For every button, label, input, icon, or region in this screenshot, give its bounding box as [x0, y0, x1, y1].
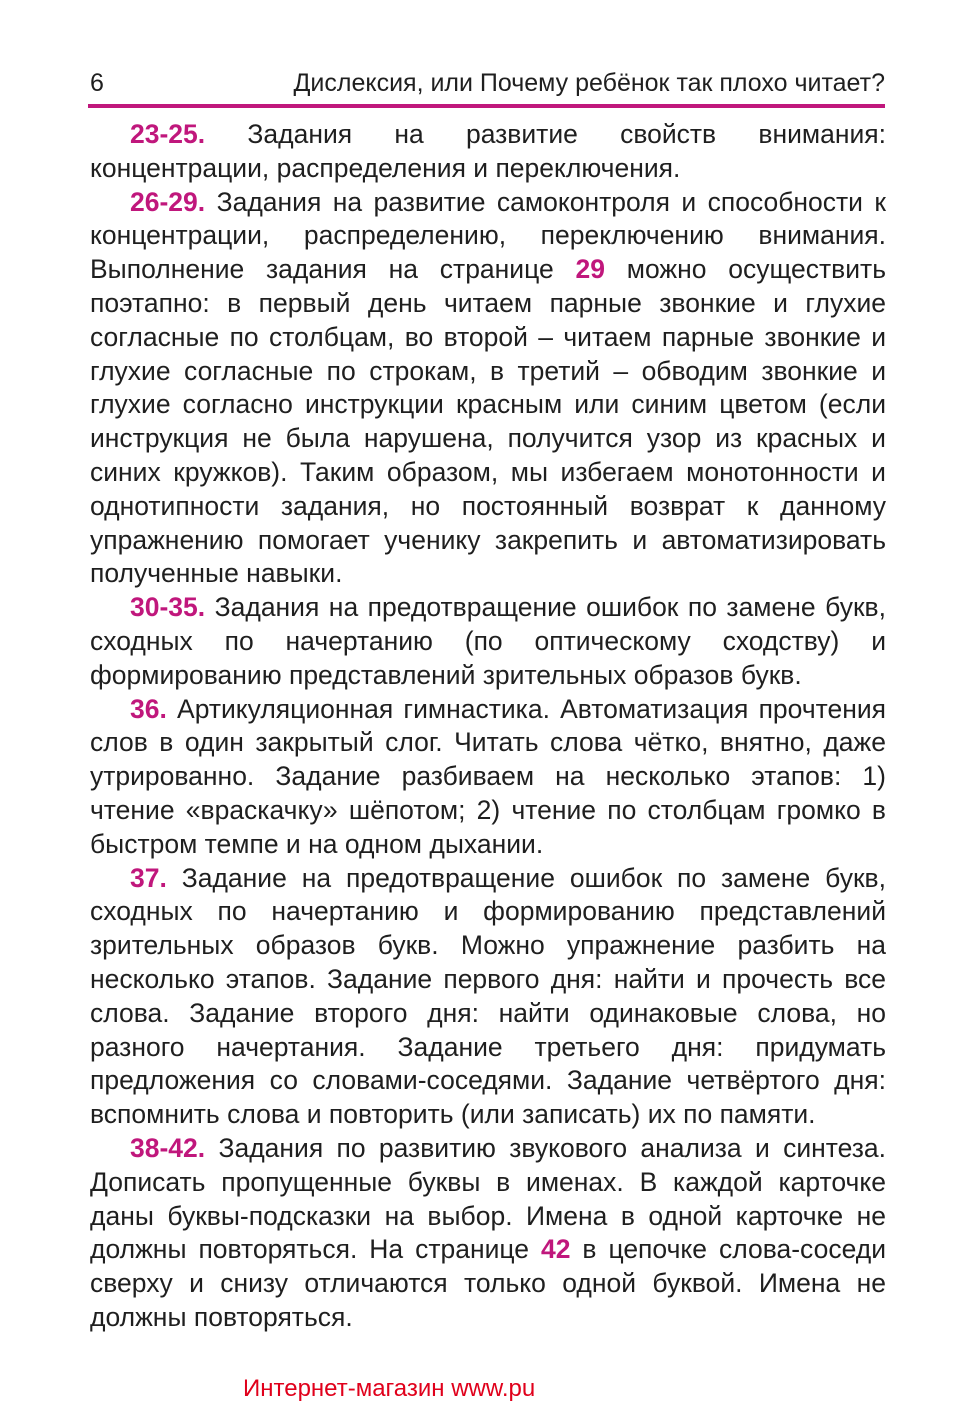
watermark-text: Интернет-магазин www.pu [243, 1375, 536, 1402]
paragraph-text: Задания на предотвращение ошибок по замене букв, сходных по начертанию (по оптическому сходству) и формированию представлений зрительных образов букв. [90, 592, 886, 690]
paragraph-23-25 [90, 118, 886, 186]
paragraph-text-continued: можно осуществить поэтапно: в первый день читаем парные звонкие и глухие согласные по столбцам, во второй – читаем парные звонкие и глухие согласные по строкам, в третий – обводим звонкие и глухие согласно инструкции красным или синим цветом (если инструкция не была нарушена, получится узор из красных и синих кружков). Таким образом, мы избегаем монотонности и однотипности задания, но постоянный возврат к данному упражнению помогает ученику закрепить и автоматизировать полученные навыки. [90, 254, 886, 589]
exercise-number: 37. [130, 862, 167, 893]
exercise-number: 30-35. [130, 592, 206, 623]
running-title: Дислексия, или Почему ребёнок так плохо читает? [293, 69, 885, 97]
page-header [88, 60, 885, 108]
paragraph-36 [90, 693, 886, 862]
paragraph-text: Артикуляционная гимнастика. Автоматизация прочтения слов в один закрытый слог. Читать слова чётко, внятно, даже утрированно. Задание разбиваем на несколько этапов: 1) чтение «враскачку» шёпотом; 2) чтение по столбцам громко в быстром темпе и на одном дыхании. [90, 693, 886, 859]
exercise-number: 38-42. [130, 1132, 206, 1163]
exercise-number: 23-25. [130, 119, 206, 149]
paragraph-text-continued: в цепочке слова-соседи сверху и снизу отличаются только одной буквой. Имена не должны повторяться. [90, 1234, 887, 1332]
paragraph-30-35 [90, 591, 886, 692]
page-reference: 42 [540, 1234, 571, 1265]
paragraph-text: Задания на развитие свойств внимания: концентрации, распределения и переключения. [90, 119, 886, 183]
page-number: 6 [90, 69, 104, 97]
paragraph-text: Задания по развитию звукового анализа и синтеза. Дописать пропущенные буквы в именах. В каждой карточке даны буквы-подсказки на выбор. Имена в одной карточке не должны повторяться. На странице [90, 1132, 886, 1265]
paragraph-37 [90, 862, 886, 1132]
page-reference: 29 [575, 254, 605, 285]
exercise-number: 26-29. [130, 186, 206, 217]
page-body [90, 118, 886, 1335]
paragraph-38-42 [90, 1132, 886, 1335]
paragraph-26-29 [90, 186, 886, 592]
exercise-number: 36. [130, 693, 167, 724]
paragraph-text: Задание на предотвращение ошибок по замене букв, сходных по начертанию и формированию представлений зрительных образов букв. Можно упражнение разбить на несколько этапов. Задание первого дня: найти и прочесть все слова. Задание второго дня: найти одинаковые слова, но разного начертания. Задание третьего дня: придумать предложения со словами-соседями. Задание четвёртого дня: вспомнить слова и повторить (или записать) их по памяти. [90, 862, 886, 1130]
paragraph-text: Задания на развитие самоконтроля и способности к концентрации, распределению, переключению внимания. Выполнение задания на странице [90, 186, 886, 285]
